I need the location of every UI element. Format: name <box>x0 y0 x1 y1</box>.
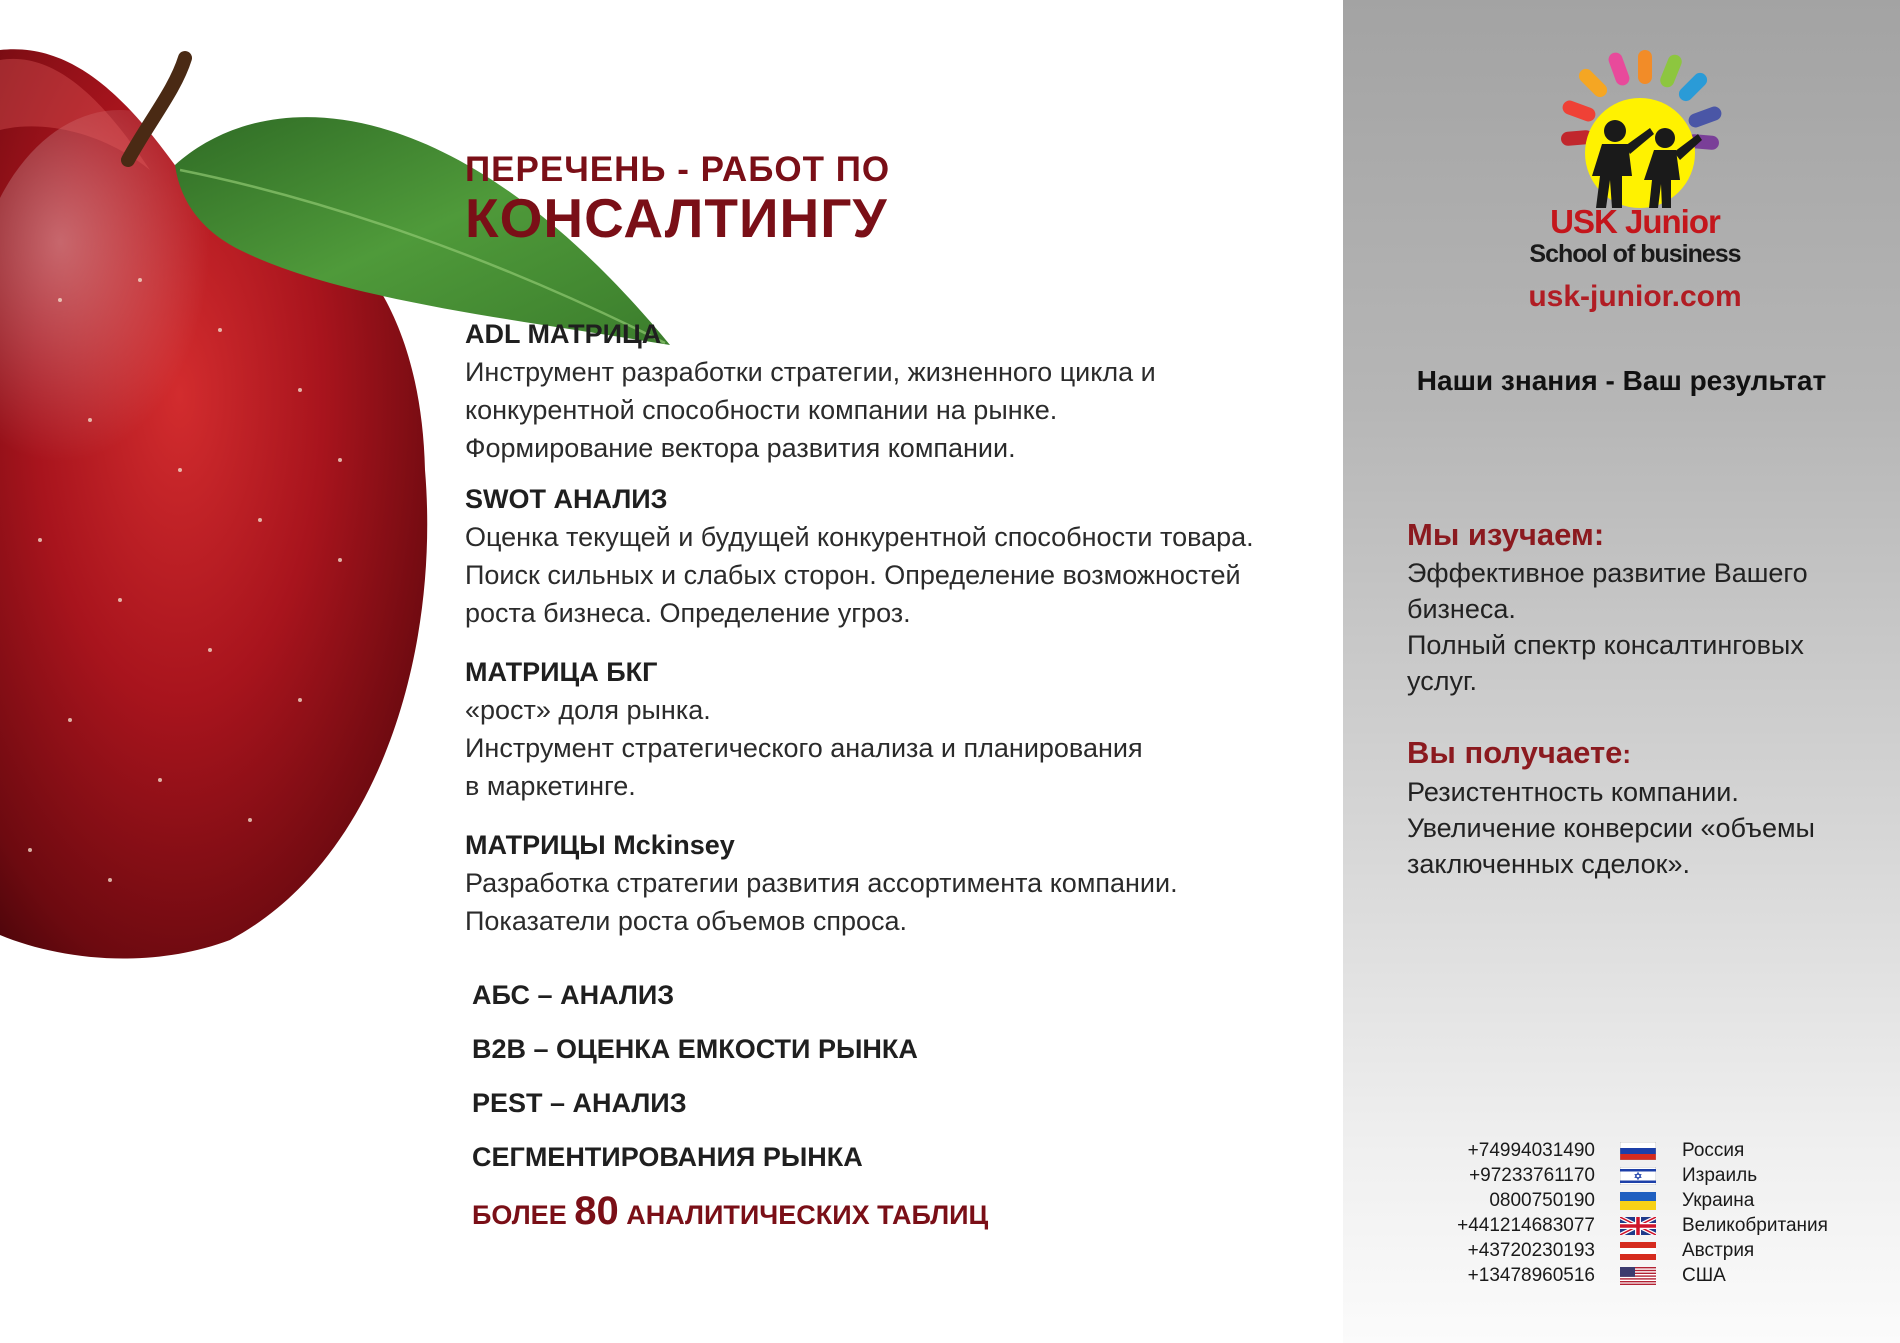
list-item: PEST – АНАЛИЗ <box>472 1088 687 1118</box>
section-line: Инструмент разработки стратегии, жизненного цикла и <box>465 357 1156 387</box>
brand-block <box>1520 204 1750 268</box>
you-get-heading <box>1407 733 1877 774</box>
phone-number[interactable]: +13478960516 <box>1467 1265 1595 1286</box>
title-line-2: КОНСАЛТИНГУ <box>465 187 888 249</box>
brand-name: USK Junior <box>1550 203 1720 240</box>
highlight-number: 80 <box>574 1189 619 1233</box>
country-name: Великобритания <box>1682 1215 1828 1236</box>
we-study-block <box>1407 515 1877 699</box>
section-heading: МАТРИЦЫ Mckinsey <box>465 830 735 860</box>
contacts-list <box>1430 1138 1890 1288</box>
list-item: АБС – АНАЛИЗ <box>472 980 675 1010</box>
contact-row <box>1430 1138 1890 1163</box>
side-line: Эффективное развитие Вашего <box>1407 558 1808 588</box>
side-line: Полный спектр консалтинговых <box>1407 630 1804 660</box>
section-adl <box>465 315 1345 467</box>
contact-row <box>1430 1238 1890 1263</box>
austria-flag-icon <box>1620 1242 1656 1260</box>
you-get-colon: : <box>1622 739 1632 769</box>
side-line: заключенных сделок». <box>1407 849 1691 879</box>
country-name: Израиль <box>1682 1165 1758 1186</box>
side-line: бизнеса. <box>1407 594 1516 624</box>
section-bcg <box>465 653 1345 805</box>
phone-number[interactable]: +43720230193 <box>1467 1240 1595 1261</box>
contact-row <box>1430 1263 1890 1288</box>
list-item: СЕГМЕНТИРОВАНИЯ РЫНКА <box>472 1142 863 1172</box>
title-line-1: ПЕРЕЧЕНЬ - РАБОТ ПО <box>465 150 891 189</box>
country-name: Австрия <box>1682 1240 1755 1261</box>
russia-flag-icon <box>1620 1142 1656 1160</box>
section-heading: SWOT АНАЛИЗ <box>465 484 668 514</box>
slogan: Наши знания - Ваш результат <box>1416 365 1827 396</box>
section-line: Оценка текущей и будущей конкурентной способности товара. <box>465 522 1254 552</box>
tables-highlight <box>472 1184 1322 1242</box>
we-study-heading: Мы изучаем: <box>1407 517 1605 552</box>
section-line: в маркетинге. <box>465 771 636 801</box>
website-link[interactable]: usk-junior.com <box>1528 280 1742 313</box>
section-line: Поиск сильных и слабых сторон. Определение возможностей <box>465 560 1241 590</box>
uk-flag-icon <box>1620 1217 1656 1235</box>
section-line: «рост» доля рынка. <box>465 695 711 725</box>
you-get-block <box>1407 733 1877 882</box>
phone-number[interactable]: +97233761170 <box>1469 1165 1595 1186</box>
country-name: США <box>1682 1265 1726 1286</box>
contact-row <box>1430 1163 1890 1188</box>
side-line: услуг. <box>1407 666 1478 696</box>
section-swot <box>465 480 1345 632</box>
contact-row <box>1430 1188 1890 1213</box>
brand-subtitle: School of business <box>1529 240 1741 268</box>
section-heading: МАТРИЦА БКГ <box>465 657 658 687</box>
phone-number[interactable]: 0800750190 <box>1489 1190 1595 1211</box>
section-heading: ADL МАТРИЦА <box>465 319 662 349</box>
phone-number[interactable]: +74994031490 <box>1467 1140 1595 1161</box>
highlight-suffix: АНАЛИТИЧЕСКИХ ТАБЛИЦ <box>626 1200 989 1230</box>
section-line: роста бизнеса. Определение угроз. <box>465 598 911 628</box>
contact-row <box>1430 1213 1890 1238</box>
section-line: Показатели роста объемов спроса. <box>465 906 908 936</box>
list-item: B2B – ОЦЕНКА ЕМКОСТИ РЫНКА <box>472 1034 918 1064</box>
page-title <box>465 150 891 249</box>
side-line: Увеличение конверсии «объемы <box>1407 813 1815 843</box>
ukraine-flag-icon <box>1620 1192 1656 1210</box>
section-line: Формирование вектора развития компании. <box>465 433 1016 463</box>
highlight-prefix: БОЛЕЕ <box>472 1200 567 1230</box>
section-mckinsey <box>465 826 1345 940</box>
usk-junior-logo-icon <box>1530 48 1740 218</box>
israel-flag-icon <box>1620 1167 1656 1185</box>
phone-number[interactable]: +441214683077 <box>1457 1215 1595 1236</box>
side-line: Резистентность компании. <box>1407 777 1739 807</box>
section-line: Разработка стратегии развития ассортимента компании. <box>465 868 1178 898</box>
you-get-heading-text: Вы получаете <box>1407 735 1623 770</box>
analysis-list <box>472 968 1322 1242</box>
section-line: конкурентной способности компании на рынке. <box>465 395 1058 425</box>
section-line: Инструмент стратегического анализа и планирования <box>465 733 1143 763</box>
usa-flag-icon <box>1620 1267 1656 1285</box>
country-name: Россия <box>1682 1140 1745 1161</box>
country-name: Украина <box>1682 1190 1755 1211</box>
